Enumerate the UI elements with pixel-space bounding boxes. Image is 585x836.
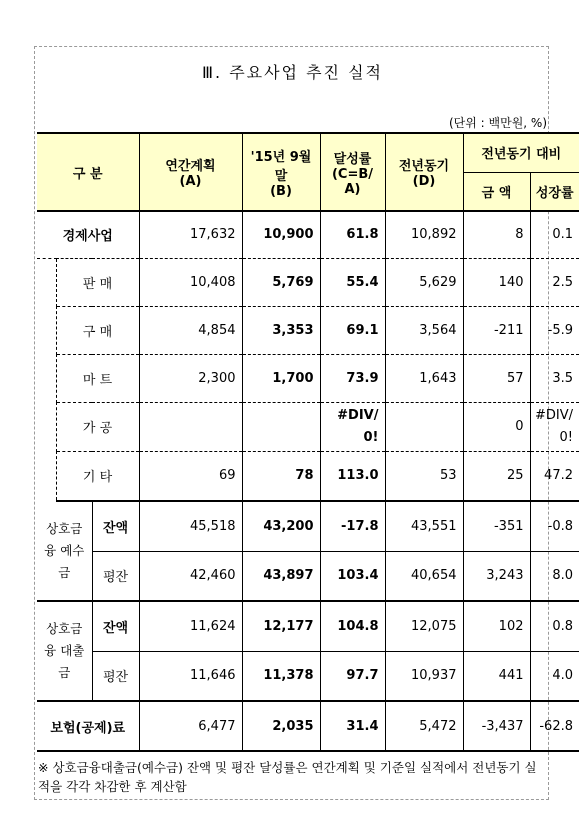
row-label: 잔액 xyxy=(92,601,139,651)
cell: 0 xyxy=(463,402,530,451)
table-row xyxy=(37,651,579,701)
cell: 4.0 xyxy=(530,651,579,701)
cell: 8 xyxy=(463,211,530,258)
cell: 69.1 xyxy=(320,306,385,354)
cell: 11,646 xyxy=(139,651,242,701)
row-label: 보험(공제)료 xyxy=(37,701,139,751)
cell: -17.8 xyxy=(320,501,385,551)
header-category: 구 분 xyxy=(37,133,139,211)
cell: 55.4 xyxy=(320,258,385,306)
cell: 102 xyxy=(463,601,530,651)
performance-table xyxy=(37,132,579,752)
cell: 12,177 xyxy=(242,601,320,651)
cell: 43,200 xyxy=(242,501,320,551)
cell xyxy=(385,402,463,451)
cell: 2.5 xyxy=(530,258,579,306)
cell: 3,353 xyxy=(242,306,320,354)
row-label: 평잔 xyxy=(92,551,139,601)
cell: 11,378 xyxy=(242,651,320,701)
header-achievement: 달성률 (C=B/ A) xyxy=(320,133,385,211)
cell: 61.8 xyxy=(320,211,385,258)
header-vs-prev: 전년동기 대비 xyxy=(463,133,579,172)
cell: 3.5 xyxy=(530,354,579,402)
group-label-loan: 상호금융 대출금 xyxy=(37,601,92,701)
row-label: 구 매 xyxy=(56,306,139,354)
table-row xyxy=(37,211,579,258)
cell: 78 xyxy=(242,451,320,501)
cell: 42,460 xyxy=(139,551,242,601)
cell: -5.9 xyxy=(530,306,579,354)
table-row xyxy=(37,701,579,751)
cell: 43,551 xyxy=(385,501,463,551)
cell: 57 xyxy=(463,354,530,402)
cell: 5,629 xyxy=(385,258,463,306)
row-label: 판 매 xyxy=(56,258,139,306)
cell: -351 xyxy=(463,501,530,551)
row-label: 경제사업 xyxy=(37,211,139,258)
cell: 97.7 xyxy=(320,651,385,701)
cell: 5,769 xyxy=(242,258,320,306)
row-label: 평잔 xyxy=(92,651,139,701)
cell: 45,518 xyxy=(139,501,242,551)
cell: 113.0 xyxy=(320,451,385,501)
header-sep-2015: '15년 9월 말 (B) xyxy=(242,133,320,211)
header-amount: 금 액 xyxy=(463,172,530,211)
table-row xyxy=(37,258,579,306)
cell: 31.4 xyxy=(320,701,385,751)
cell: 103.4 xyxy=(320,551,385,601)
row-label: 잔액 xyxy=(92,501,139,551)
cell: 11,624 xyxy=(139,601,242,651)
page-title: Ⅲ. 주요사업 추진 실적 xyxy=(201,63,384,82)
header-prev-year: 전년동기 (D) xyxy=(385,133,463,211)
row-label: 마 트 xyxy=(56,354,139,402)
unit-label: (단위 : 백만원, %) xyxy=(448,116,547,130)
cell: 3,564 xyxy=(385,306,463,354)
cell: -62.8 xyxy=(530,701,579,751)
cell: 10,937 xyxy=(385,651,463,701)
row-label: 가 공 xyxy=(56,402,139,451)
cell: 69 xyxy=(139,451,242,501)
cell: 47.2 xyxy=(530,451,579,501)
footnote: ※ 상호금융대출금(예수금) 잔액 및 평잔 달성률은 연간계획 및 기준일 실적에서 전년동기 실적을 각각 차감한 후 계산함 xyxy=(38,760,537,794)
table-row xyxy=(37,551,579,601)
indent-cell xyxy=(37,258,56,501)
table-row xyxy=(37,601,579,651)
cell: -0.8 xyxy=(530,501,579,551)
cell: -211 xyxy=(463,306,530,354)
cell xyxy=(139,402,242,451)
cell: 2,035 xyxy=(242,701,320,751)
table-row xyxy=(37,402,579,451)
table-row xyxy=(37,501,579,551)
cell: 8.0 xyxy=(530,551,579,601)
header-growth: 성장률 xyxy=(530,172,579,211)
cell: 140 xyxy=(463,258,530,306)
table-row xyxy=(37,451,579,501)
group-label-deposit: 상호금융 예수금 xyxy=(37,501,92,601)
cell: 25 xyxy=(463,451,530,501)
cell: 2,300 xyxy=(139,354,242,402)
cell: 43,897 xyxy=(242,551,320,601)
table-row xyxy=(37,306,579,354)
cell: 73.9 xyxy=(320,354,385,402)
cell: 0.1 xyxy=(530,211,579,258)
cell: 1,700 xyxy=(242,354,320,402)
row-label: 기 타 xyxy=(56,451,139,501)
cell: 6,477 xyxy=(139,701,242,751)
cell xyxy=(242,402,320,451)
header-annual-plan: 연간계획 (A) xyxy=(139,133,242,211)
table-row xyxy=(37,354,579,402)
cell: 10,900 xyxy=(242,211,320,258)
cell: 441 xyxy=(463,651,530,701)
cell: #DIV/0! xyxy=(320,402,385,451)
cell: 10,408 xyxy=(139,258,242,306)
cell: 1,643 xyxy=(385,354,463,402)
cell: -3,437 xyxy=(463,701,530,751)
cell: 3,243 xyxy=(463,551,530,601)
cell: 12,075 xyxy=(385,601,463,651)
cell: 104.8 xyxy=(320,601,385,651)
cell: 17,632 xyxy=(139,211,242,258)
cell: 0.8 xyxy=(530,601,579,651)
cell: 53 xyxy=(385,451,463,501)
cell: 10,892 xyxy=(385,211,463,258)
cell: 40,654 xyxy=(385,551,463,601)
cell: #DIV/0! xyxy=(530,402,579,451)
cell: 5,472 xyxy=(385,701,463,751)
cell: 4,854 xyxy=(139,306,242,354)
